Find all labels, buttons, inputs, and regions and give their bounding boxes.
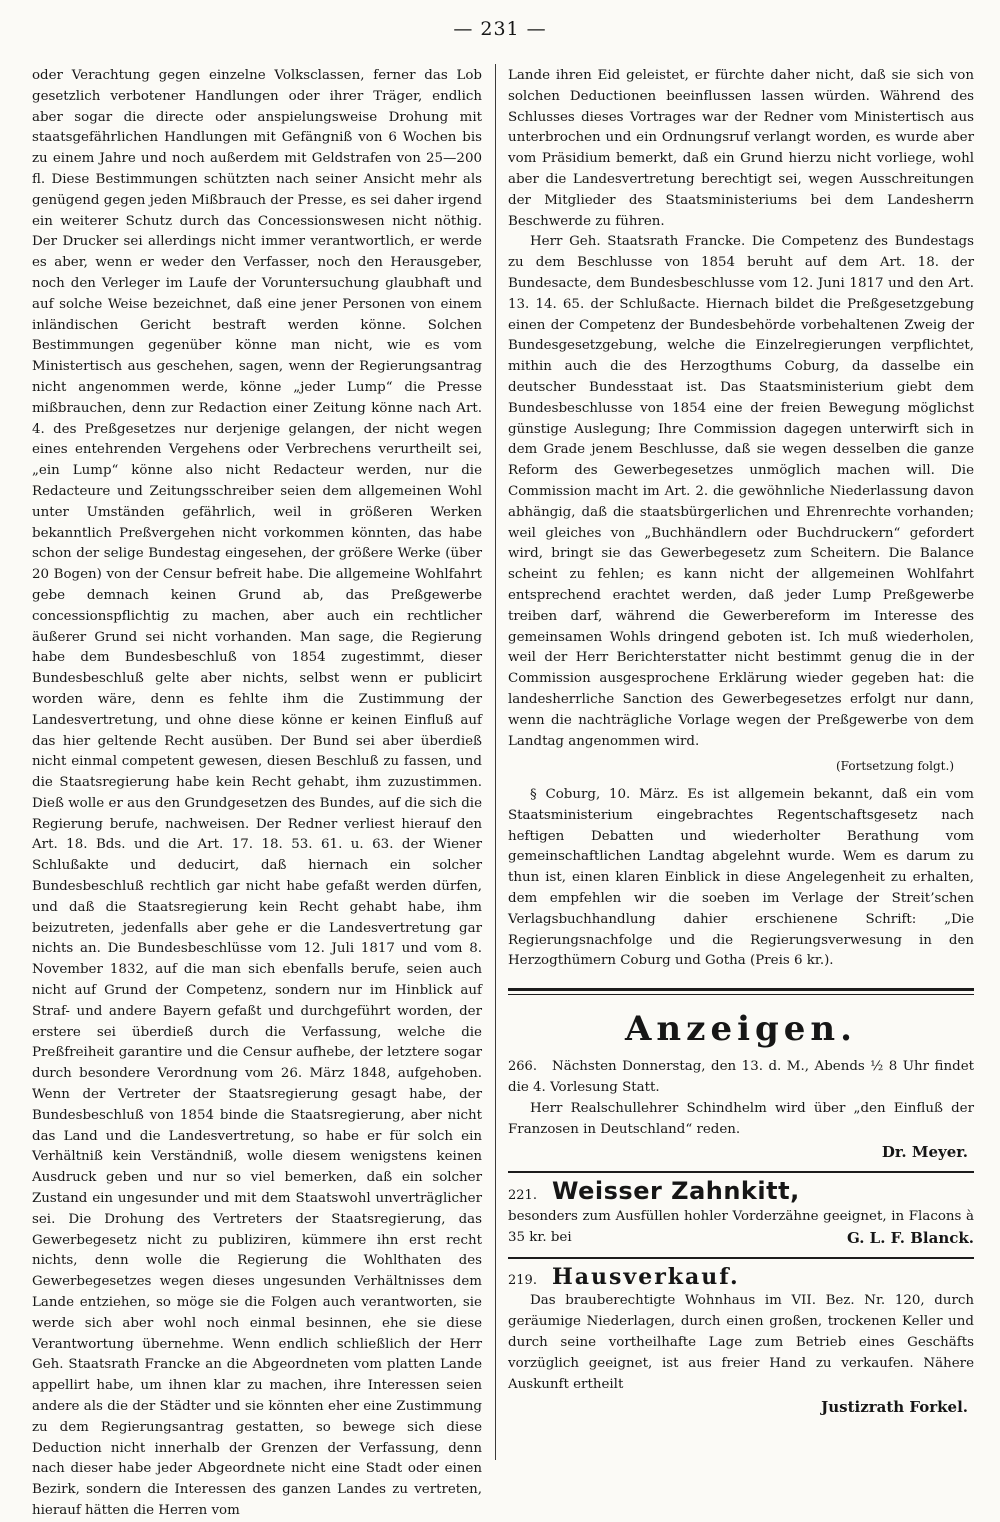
ad-221-body [508,1207,974,1249]
ad-219-title-line [508,1263,974,1292]
section-rule [508,988,974,995]
ad-divider [508,1171,974,1173]
ad-title: Hausverkauf. [552,1263,740,1290]
ad-text: Nächsten Donnerstag, den 13. d. M., Abends ½ 8 Uhr findet die 4. Vorlesung Statt. [508,1059,974,1096]
ad-text: besonders zum Ausfüllen hohler Vorderzähne geeignet, in Flacons à 35 kr. bei [508,1209,974,1245]
column-divider [495,64,496,1460]
ad-221-title-line [508,1177,974,1207]
ad-divider [508,1257,974,1259]
ad-text: Das brauberechtigte Wohnhaus im VII. Bez. Nr. 120, durch geräumige Niederlagen, durch einen großen, trockenen Keller und durch seine vortheilhafte Lage zum Betrieb eines Geschäfts vorzüglich geeignet, ist aus freier Hand zu verkaufen. Nähere Auskunft ertheilt [508,1293,974,1392]
ad-signature: G. L. F. Blanck. [846,1228,974,1247]
ad-221 [508,1177,974,1248]
right-paragraph-continuation: Lande ihren Eid geleistet, er fürchte daher nicht, daß sie sich von solchen Deductionen beeinflussen lassen würden. Während des Schlusses dieses Vortrages war der Redner vom Ministertisch aus unterbrochen und ein Ordnungsruf verlangt worden, es wurde aber vom Präsidium bemerkt, daß ein Grund hierzu nicht vorliege, wohl aber die Landesvertretung berechtigt sei, wegen Ausschreitungen der Mitglieder des Staatsministeriums bei dem Landesherrn Beschwerde zu führen. [508,68,974,229]
ad-266 [508,1057,974,1163]
ad-signature: Dr. Meyer. [881,1143,968,1162]
ad-number: 221. [508,1188,537,1204]
left-column [32,66,482,1522]
ads-heading: Anzeigen. [625,1009,857,1050]
ad-signature: Justizrath Forkel. [821,1398,968,1417]
ad-number: 219. [508,1272,537,1288]
right-column [508,66,974,1420]
ad-266-line [508,1057,974,1099]
ad-title: Weisser Zahnkitt, [552,1177,800,1206]
continued-note: (Fortsetzung folgt.) [836,759,954,774]
left-paragraph: oder Verachtung gegen einzelne Volksclassen, ferner das Lob gesetzlich verbotener Handlungen oder ihrer Träger, endlich aber sogar die directe oder anspielungsweise Drohung mit staatsgefährlichen Handlungen mit Gefängniß von 6 Wochen bis zu einem Jahre und noch außerdem mit Geldstrafen von 25—200 fl. Diese Bestimmungen schützten nach seiner Ansicht mehr als genügend gegen jeden Mißbrauch der Presse, es sei daher irgend ein weiterer Schutz durch das Concessionswesen nicht nöthig. Der Drucker sei allerdings nicht immer verantwortlich, er werde es aber, wenn er weder den Verfasser, noch den Herausgeber, noch den Verleger im Laufe der Voruntersuchung glaubhaft und auf solche Weise bezeichnet, daß eine jener Personen von einem inländischen Gericht bestraft werden könne. Solchen Bestimmungen gegenüber könne man nicht, wie es vom Ministertisch aus geschehen, sagen, wenn der Regierungsantrag nicht angenommen werde, könne „jeder Lump“ die Presse mißbrauchen, denn zur Redaction einer Zeitung könne nach Art. 4. des Preßgesetzes nur derjenige gelangen, der nicht wegen eines entehrenden Vergehens oder Verbrechens verurtheilt sei, „ein Lump“ könne also nicht Redacteur werden, nur die Redacteure und Zeitungsschreiber seien dem allgemeinen Wohl unter Umständen gefährlich, weil in größeren Werken bekanntlich Preßvergehen nicht vorkommen könnten, das habe schon der selige Bundestag eingesehen, der größere Werke (über 20 Bogen) von der Censur befreit habe. Die allgemeine Wohlfahrt gebe demnach keinen Grund ab, das Preßgewerbe concessionspflichtig zu machen, aber auch ein rechtlicher äußerer Grund sei nicht vorhanden. Man sage, die Regierung habe dem Bundesbeschluß von 1854 zugestimmt, dieser Bundesbeschluß gelte aber nichts, selbst wenn er publicirt worden wäre, denn es fehlte ihm die Zustimmung der Landesvertretung, und ohne diese könne er keinen Einfluß auf das hier geltende Recht ausüben. Der Bund sei aber überdieß nicht einmal competent gewesen, diesen Beschluß zu fassen, und die Staatsregierung habe kein Recht gehabt, ihm zuzustimmen. Dieß wolle er aus den Grundgesetzen des Bundes, auf die sich die Regierung berufe, nachweisen. Der Redner verliest hierauf den Art. 18. Bds. und die Art. 17. 18. 53. 61. u. 63. der Wiener Schlußakte und deducirt, daß hiernach ein solcher Bundesbeschluß rechtlich gar nicht habe gefaßt werden dürfen, und daß die Staatsregierung kein Recht gehabt habe, ihm beizutreten, jedenfalls aber gehe er die Landesvertretung gar nichts an. Die Bundesbeschlüsse vom 12. Juli 1817 und vom 8. November 1832, auf die man sich ebenfalls berufe, seien auch nicht auf Grund der Competenz, sondern nur im Hinblick auf Straf- und andere Bayern gefaßt und durchgeführt worden, der erstere sei überdieß durch die Verfassung, welche die Preßfreiheit garantire und die Censur aufhebe, der letztere sogar durch besondere Verordnung vom 26. März 1848, aufgehoben. Wenn der Vertreter der Staatsregierung gesagt habe, der Bundesbeschluß von 1854 binde die Staatsregierung, aber nicht das Land und die Landesvertretung, so habe er für solch ein Verhältniß kein Verständniß, wolle diesem wenigstens keinen Ausdruck geben und nur so viel bemerken, daß ein solcher Zustand ein ungesunder und mit dem Staatswohl unverträglicher sei. Die Drohung des Vertreters der Staatsregierung, das Gewerbegesetz nicht zu publiziren, kümmere ihn erst recht nichts, denn wolle die Regierung die Wohlthaten des Gewerbegesetzes wegen dieses ungesunden Verhältnisses dem Lande entziehen, so möge sie die Folgen auch verantworten, sie werde sich aber wohl noch einmal besinnen, ehe sie diese Verantwortung übernehme. Wenn endlich schließlich der Herr Geh. Staatsrath Francke an die Abgeordneten vom platten Lande appellirt habe, um ihnen klar zu machen, ihre Interessen seien andere als die der Städter und sie könnten eher eine Zustimmung zu dem Regierungsantrag gestatten, so bewege sich diese Deduction nicht innerhalb der Grenzen der Verfassung, denn nach dieser habe jeder Abgeordnete nicht eine Stadt oder einen Bezirk, sondern die Interessen des ganzen Landes zu vertreten, hierauf hätten die Herren vom [32,68,482,1518]
page-number: — 231 — [453,18,547,40]
ad-219 [508,1263,974,1419]
news-item-coburg: § Coburg, 10. März. Es ist allgemein bekannt, daß ein vom Staatsministerium eingebrachtes Regentschaftsgesetz nach heftigen Debatten und wiederholter Berathung vom gemeinschaftlichen Landtag abgelehnt wurde. Wem es darum zu thun ist, einen klaren Einblick in diese Angelegenheit zu erhalten, dem empfehlen wir die soeben im Verlage der Streit’schen Verlagsbuchhandlung dahier erschienene Schrift: „Die Regierungsnachfolge und die Regierungsverwesung in den Herzogthümern Coburg und Gotha (Preis 6 kr.). [508,787,974,969]
ad-number: 266. [508,1059,537,1075]
right-paragraph-francke: Herr Geh. Staatsrath Francke. Die Competenz des Bundestags zu dem Beschlusse von 1854 beruht auf dem Art. 18. der Bundesacte, dem Bundesbeschlusse vom 12. Juni 1817 und den Art. 13. 14. 65. der Schlußacte. Hiernach bildet die Preßgesetzgebung einen der Competenz der Bundesbehörde vorbehaltenen Zweig der Bundesgesetzgebung, welche die Einzelregierungen verpflichtet, mithin auch die des Herzogthums Coburg, da dasselbe ein deutscher Bundesstaat ist. Das Staatsministerium giebt dem Bundesbeschlusse von 1854 eine der freien Bewegung möglichst günstige Auslegung; Ihre Commission dagegen unterwirft sich in dem Grade jenem Beschlusse, daß sie wegen desselben die ganze Reform des Gewerbegesetzes unmöglich machen will. Die Commission macht im Art. 2. die gewöhnliche Niederlassung davon abhängig, daß die staatsbürgerlichen und Ehrenrechte vorhanden; weil gleiches von „Buchhändlern oder Buchdruckern“ gefordert wird, bringt sie das Gewerbegesetz zum Scheitern. Die Balance scheint zu fehlen; es kann nicht der allgemeinen Wohlfahrt entsprechend erachtet werden, daß jeder Lump Preßgewerbe treiben darf, während die Gewerbereform im Interesse des gemeinsamen Wohls dringend geboten ist. Ich muß wiederholen, weil der Herr Berichterstatter nicht bestimmt genug die in der Commission ausgesprochene Erklärung wieder gegeben hat: die landesherrliche Sanction des Gewerbegesetzes erfolgt nur dann, wenn die nachträgliche Vorlage wegen der Preßgewerbe von dem Landtag angenommen wird. [508,234,974,749]
ad-text-2: Herr Realschullehrer Schindhelm wird über „den Einfluß der Franzosen in Deutschland“ reden. [508,1100,974,1137]
